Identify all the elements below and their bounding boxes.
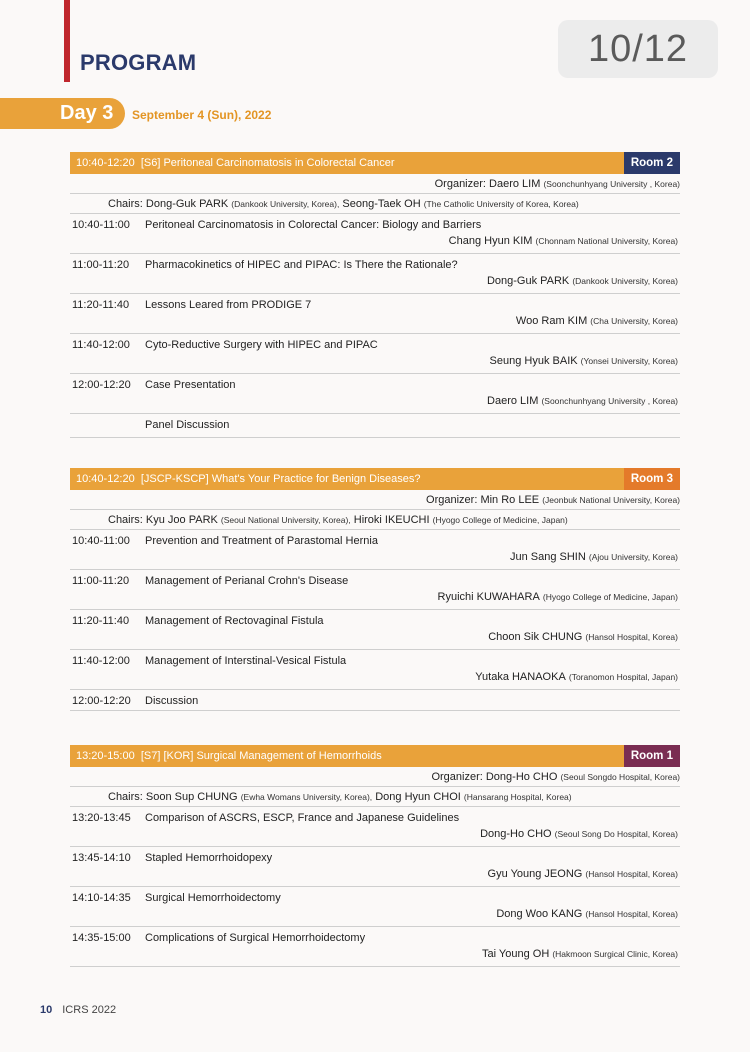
talk-row: 10:40-11:00 Prevention and Treatment of Parastomal Hernia Jun Sang SHIN (Ajou University, Korea) <box>70 530 680 570</box>
chairs-line: Chairs: Dong-Guk PARK (Dankook University, Korea), Seong-Taek OH (The Catholic University of Korea, Korea) <box>70 194 680 214</box>
organizer-line: Organizer: Daero LIM (Soonchunhyang University , Korea) <box>70 174 680 194</box>
talk-row: 11:20-11:40 Management of Rectovaginal Fistula Choon Sik CHUNG (Hansol Hospital, Korea) <box>70 610 680 650</box>
talk-row: 11:40-12:00 Cyto-Reductive Surgery with HIPEC and PIPAC Seung Hyuk BAIK (Yonsei University, Korea) <box>70 334 680 374</box>
page-number: 10 <box>40 1004 53 1016</box>
chairs-line: Chairs: Kyu Joo PARK (Seoul National University, Korea), Hiroki IKEUCHI (Hyogo College of Medicine, Japan) <box>70 510 680 530</box>
session-title-line: 13:20-15:00 [S7] [KOR] Surgical Management of Hemorrhoids <box>76 750 382 762</box>
room-badge: Room 2 <box>624 152 680 174</box>
talk-row: 11:40-12:00 Management of Interstinal-Vesical Fistula Yutaka HANAOKA (Toranomon Hospital, Japan) <box>70 650 680 690</box>
session-header <box>70 468 680 490</box>
session-header <box>70 152 680 174</box>
room-badge: Room 1 <box>624 745 680 767</box>
session-header <box>70 745 680 767</box>
talk-row: 10:40-11:00 Peritoneal Carcinomatosis in Colorectal Cancer: Biology and Barriers Chang Hyun KIM (Chonnam National University, Korea) <box>70 214 680 254</box>
talk-row: 11:00-11:20 Pharmacokinetics of HIPEC and PIPAC: Is There the Rationale? Dong-Guk PARK (Dankook University, Korea) <box>70 254 680 294</box>
page-footer <box>40 1004 116 1016</box>
discussion-row: 12:00-12:20 Discussion <box>70 690 680 711</box>
session-title-line: 10:40-12:20 [S6] Peritoneal Carcinomatosis in Colorectal Cancer <box>76 157 395 169</box>
header-accent-bar <box>64 0 70 82</box>
session-jscp-kscp <box>70 468 680 711</box>
day-badge <box>0 98 125 129</box>
talk-row: 12:00-12:20 Case Presentation Daero LIM (Soonchunhyang University , Korea) <box>70 374 680 414</box>
talk-row: 13:20-13:45 Comparison of ASCRS, ESCP, France and Japanese Guidelines Dong-Ho CHO (Seoul Song Do Hospital, Korea) <box>70 807 680 847</box>
page-title: PROGRAM <box>80 50 197 75</box>
organizer-line: Organizer: Dong-Ho CHO (Seoul Songdo Hospital, Korea) <box>70 767 680 787</box>
talk-row: 11:00-11:20 Management of Perianal Crohn's Disease Ryuichi KUWAHARA (Hyogo College of Medicine, Japan) <box>70 570 680 610</box>
talk-row: 11:20-11:40 Lessons Leared from PRODIGE 7 Woo Ram KIM (Cha University, Korea) <box>70 294 680 334</box>
day-label: Day 3 <box>60 102 114 124</box>
conference-name: ICRS 2022 <box>62 1004 117 1016</box>
panel-discussion-row: Panel Discussion <box>70 414 680 438</box>
page-indicator: 10/12 <box>558 20 718 78</box>
talk-row: 14:35-15:00 Complications of Surgical Hemorrhoidectomy Tai Young OH (Hakmoon Surgical Clinic, Korea) <box>70 927 680 967</box>
day-date: September 4 (Sun), 2022 <box>132 108 272 122</box>
room-badge: Room 3 <box>624 468 680 490</box>
session-s7 <box>70 745 680 967</box>
organizer-line: Organizer: Min Ro LEE (Jeonbuk National University, Korea) <box>70 490 680 510</box>
session-s6 <box>70 152 680 438</box>
talk-row: 13:45-14:10 Stapled Hemorrhoidopexy Gyu Young JEONG (Hansol Hospital, Korea) <box>70 847 680 887</box>
talk-row: 14:10-14:35 Surgical Hemorrhoidectomy Dong Woo KANG (Hansol Hospital, Korea) <box>70 887 680 927</box>
chairs-line: Chairs: Soon Sup CHUNG (Ewha Womans University, Korea), Dong Hyun CHOI (Hansarang Hospital, Korea) <box>70 787 680 807</box>
session-title-line: 10:40-12:20 [JSCP-KSCP] What's Your Practice for Benign Diseases? <box>76 473 421 485</box>
